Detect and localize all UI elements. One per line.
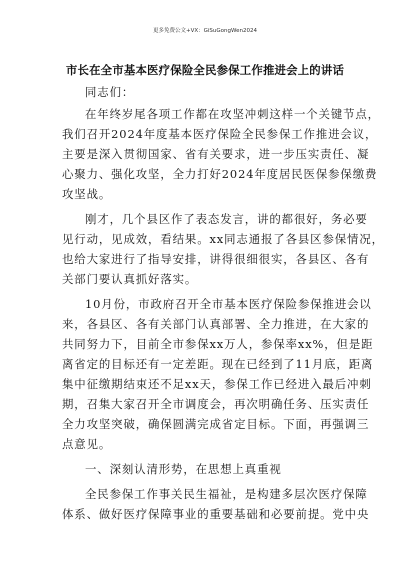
text-line: 全民参保工作事关民生福祉，是构建多层次医疗保障: [85, 487, 368, 501]
section-heading: 一、深刻认清形势，在思想上真重视: [85, 462, 282, 476]
text-line: 集中征缴期结束还不足xx天，参保工作已经进入最后冲刺: [62, 377, 372, 391]
paragraph-4: [62, 484, 370, 524]
text-line: 10月份，市政府召开全市基本医疗保险参保推进会以: [85, 297, 372, 311]
text-line: 刚才，几个县区作了表态发言，讲的都很好，务必要: [85, 212, 368, 226]
text-line: 全力攻坚突破，确保圆满完成省定目标。下面，再强调三: [62, 417, 370, 431]
text-line: 心聚力、强化攻坚，全力打好2024年度居民医保参保缴费: [62, 167, 378, 181]
text-line: 见行动，见成效，看结果。xx同志通报了各县区参保情况，: [62, 232, 384, 246]
text-line: 攻坚战。: [62, 187, 112, 201]
header-note: 更多免费公文+VX：GiSuGongWen2024: [153, 28, 257, 34]
document-title: 市长在全市基本医疗保险全民参保工作推进会上的讲话: [65, 63, 345, 77]
greeting: 同志们：: [85, 85, 135, 99]
paragraph-2: [62, 209, 384, 289]
text-line: 离省定的目标还有一定差距。现在已经到了11月底，距离: [62, 357, 374, 371]
text-line: 点意见。: [62, 437, 112, 451]
text-line: 体系、做好医疗保障事业的重要基础和必要前提。党中央: [62, 507, 370, 521]
text-line: 来，各县区、各有关部门认真部署、全力推进，在大家的: [62, 317, 370, 331]
paragraph-1: [62, 104, 380, 204]
text-line: 关部门要认真抓好落实。: [62, 272, 198, 286]
text-line: 共同努力下，目前全市参保xx万人，参保率xx%，但是距: [62, 337, 374, 351]
paragraph-3: [62, 294, 374, 454]
text-line: 也给大家进行了指导安排，讲得很细很实，各县区、各有: [62, 252, 370, 266]
text-line: 在年终岁尾各项工作都在攻坚冲刺这样一个关键节点，: [85, 107, 380, 121]
text-line: 主要是深入贯彻国家、省有关要求，进一步压实责任、凝: [62, 147, 370, 161]
text-line: 我们召开2024年度基本医疗保险全民参保工作推进会议，: [62, 127, 378, 141]
text-line: 期，召集大家召开全市调度会，再次明确任务、压实责任: [62, 397, 370, 411]
document-body: [62, 82, 384, 524]
